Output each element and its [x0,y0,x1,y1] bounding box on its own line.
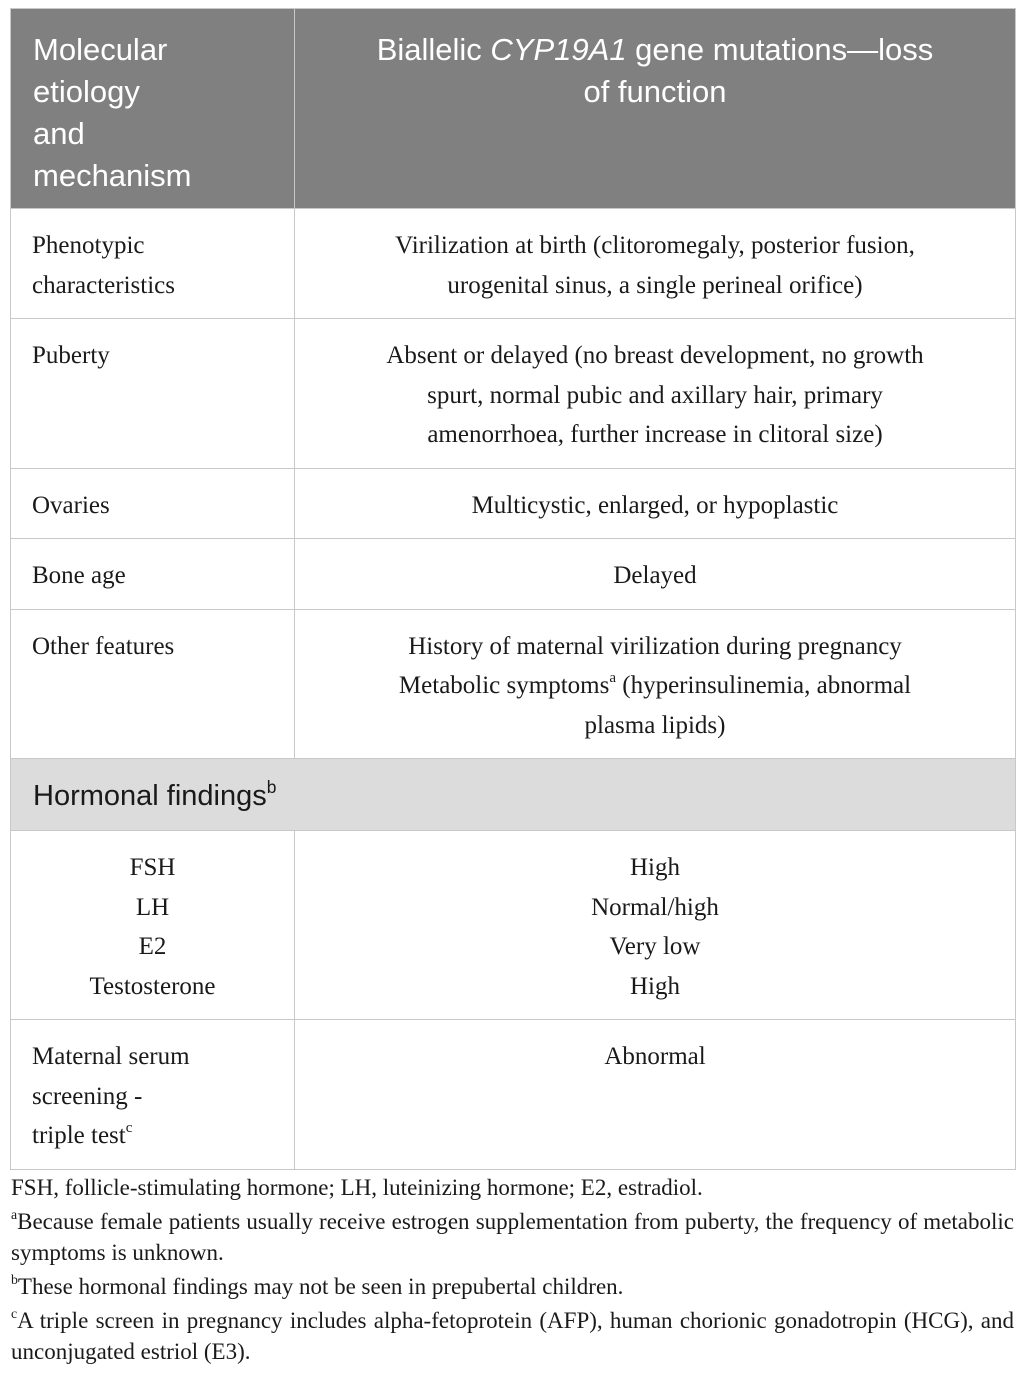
table-footnotes [11,1172,1014,1367]
hormone-label: LH [135,893,170,921]
footnote-marker: a [11,1206,18,1222]
footnote-text: A triple screen in pregnancy includes alpha-fetoprotein (AFP), human chorionic gonadotropin (HCG), and unconjugated estriol (E3). [11,1308,1014,1364]
row-label [11,1020,295,1170]
row-value [295,609,1016,759]
row-value [295,209,1016,319]
table-row [11,468,1016,539]
value-line [309,666,1001,706]
header-text: etiology [33,74,140,109]
table-row [11,1020,1016,1170]
label-text: Ovaries [32,491,110,519]
label-text: characteristics [32,271,175,299]
row-value [295,1020,1016,1170]
header-text: mechanism [33,158,192,193]
footnote-marker: c [125,1120,133,1137]
table-row [11,831,1016,1020]
value-text: plasma lipids) [584,711,726,739]
footnote-marker: a [609,670,616,687]
footnote-text: These hormonal findings may not be seen in prepubertal children. [17,1274,624,1299]
hormone-value: High [630,854,680,881]
label-text: Bone age [32,562,126,589]
row-value [295,319,1016,469]
value-text: amenorrhoea, further increase in clitoral size) [427,421,883,448]
label-text: Puberty [32,342,110,369]
value-text: Absent or delayed (no breast development, no growth [386,342,924,369]
data-table [10,8,1016,1170]
hormone-values [295,831,1016,1020]
footnote-a [11,1206,1014,1268]
label-text: triple test [32,1122,126,1149]
row-label [11,319,295,469]
footnote-text: Because female patients usually receive estrogen supplementation from puberty, the frequency of metabolic symptoms is unknown. [11,1209,1014,1265]
label-text: Other features [32,632,175,660]
value-text: Abnormal [604,1043,706,1070]
value-text: (hyperinsulinemia, abnormal [616,672,912,699]
footnote-marker: b [266,776,277,797]
header-text: Molecular [33,32,168,67]
table-row [11,319,1016,469]
hormone-label: Testosterone [89,972,216,1000]
hormone-value: High [630,972,680,1000]
footnote-c [11,1305,1014,1367]
footnote-abbreviations: FSH, follicle-stimulating hormone; LH, luteinizing hormone; E2, estradiol. [11,1175,703,1200]
row-value [295,468,1016,539]
hormone-value: Very low [609,933,701,960]
value-text: Delayed [613,562,697,589]
label-text: Maternal serum [32,1043,190,1070]
value-text: urogenital sinus, a single perineal orifice) [447,271,863,299]
value-text: Metabolic symptoms [398,672,610,699]
header-cell-etiology [11,9,295,209]
value-text: Virilization at birth (clitoromegaly, posterior fusion, [395,232,915,259]
row-label [11,609,295,759]
table-row [11,209,1016,319]
label-line [32,1116,282,1156]
gene-name: CYP19A1 [490,32,627,67]
row-label [11,539,295,610]
header-text: gene mutations—loss [626,32,934,67]
table-row [11,609,1016,759]
label-text: screening - [32,1082,143,1110]
hormone-labels [11,831,295,1020]
table-header-row [11,9,1016,209]
label-text: Phenotypic [32,232,145,259]
value-text: History of maternal virilization during pregnancy [408,632,902,660]
header-text: and [33,116,85,151]
row-value [295,539,1016,610]
header-text: of function [583,74,727,109]
section-row [11,759,1016,831]
header-cell-mutation [295,9,1016,209]
value-text: Multicystic, enlarged, or hypoplastic [471,491,839,519]
value-text: spurt, normal pubic and axillary hair, primary [427,381,883,409]
hormone-label: E2 [138,933,167,960]
hormone-value: Normal/high [591,893,719,921]
footnote-marker: c [11,1305,18,1321]
row-label [11,209,295,319]
row-label [11,468,295,539]
footnote-marker: b [11,1271,18,1287]
header-text: Biallelic [376,32,491,67]
table-row [11,539,1016,610]
hormone-label: FSH [129,854,176,881]
footnote-b [11,1271,1014,1302]
section-title [11,759,1016,831]
section-title-text: Hormonal findings [33,780,267,812]
header-line [309,29,1001,71]
